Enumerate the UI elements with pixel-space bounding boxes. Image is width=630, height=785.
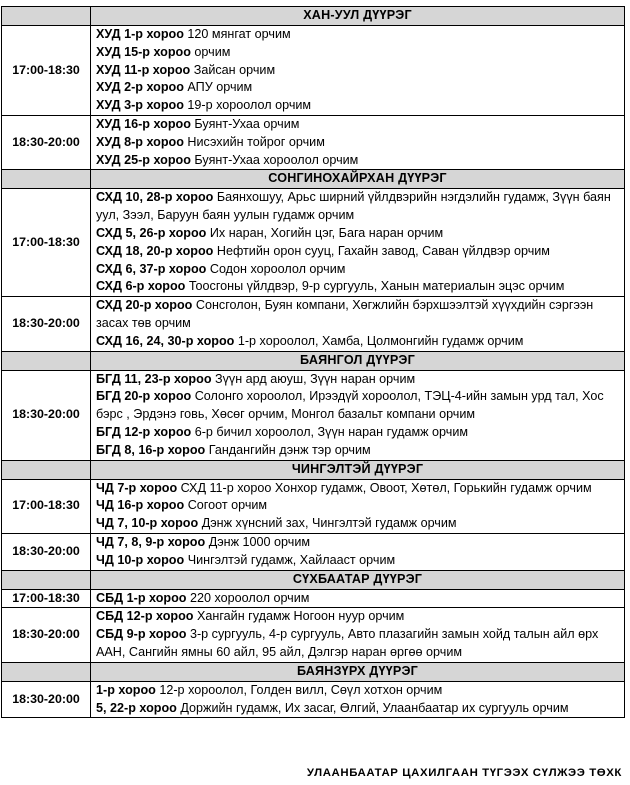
time-slot: 18:30-20:00 [2, 297, 91, 351]
area-entry [96, 590, 621, 608]
area-entry [96, 62, 621, 80]
khoroo-code: СХД 10, 28-р хороо [96, 190, 214, 205]
khoroo-code: ХУД 2-р хороо [96, 80, 184, 95]
area-description: 3-р сургууль, 4-р сургууль, Авто плазагийн замын хойд талын айл өрх ААН, Сангийн ямны 60 айл, 95 айл, Дэлгэр наран өргөө орчим [96, 627, 599, 659]
khoroo-code: СБД 12-р хороо [96, 609, 194, 624]
area-description: 1-р хороолол, Хамба, Цолмонгийн гудамж орчим [237, 333, 524, 348]
time-slot: 17:00-18:30 [2, 479, 91, 533]
area-description: Содон хороолол орчим [209, 261, 346, 276]
area-description: Тоосгоны үйлдвэр, 9-р сургууль, Ханын материалын эцэс орчим [188, 279, 565, 294]
area-entry [96, 534, 621, 552]
district-header-spacer [2, 351, 91, 370]
time-slot: 18:30-20:00 [2, 115, 91, 169]
khoroo-code: ХУД 3-р хороо [96, 98, 184, 113]
area-description: СХД 11-р хороо Хонхор гудамж, Овоот, Хөтөл, Горькийн гудамж орчим [180, 480, 592, 495]
schedule-row [2, 533, 625, 570]
district-header-row [2, 570, 625, 589]
khoroo-code: ХУД 11-р хороо [96, 62, 191, 77]
area-description: Зайсан орчим [193, 62, 276, 77]
schedule-body [2, 7, 625, 718]
schedule-row [2, 115, 625, 169]
area-list [91, 533, 625, 570]
district-name: ХАН-УУЛ ДҮҮРЭГ [91, 7, 625, 26]
area-description: Сонсголон, Буян компани, Хөгжлийн бэрхшээлтэй хүүхдийн сэргээн засах төв орчим [96, 298, 594, 330]
khoroo-code: СХД 6-р хороо [96, 279, 186, 294]
area-entry [96, 225, 621, 243]
schedule-row [2, 297, 625, 351]
time-slot: 17:00-18:30 [2, 26, 91, 116]
district-header-row [2, 351, 625, 370]
district-header-row [2, 662, 625, 681]
district-name: СҮХБААТАР ДҮҮРЭГ [91, 570, 625, 589]
area-description: Гандангийн дэнж тэр орчим [208, 442, 371, 457]
area-description: Дэнж 1000 орчим [208, 534, 311, 549]
area-entry [96, 243, 621, 261]
khoroo-code: ЧД 7, 10-р хороо [96, 516, 199, 531]
area-entry [96, 682, 621, 700]
area-list [91, 479, 625, 533]
area-entry [96, 552, 621, 570]
area-entry [96, 297, 621, 333]
khoroo-code: ЧД 16-р хороо [96, 498, 185, 513]
area-list [91, 370, 625, 460]
khoroo-code: ХУД 25-р хороо [96, 152, 191, 167]
area-description: Солонго хороолол, Ирээдүй хороолол, ТЭЦ-4-ийн замын урд тал, Хос бэрс , Эрдэнэ говь, Хөсөг орчим, Монгол базальт компани орчим [96, 389, 604, 422]
area-entry [96, 116, 621, 134]
schedule-row [2, 189, 625, 297]
company-footer: УЛААНБААТАР ЦАХИЛГААН ТҮГЭЭХ СҮЛЖЭЭ ТӨХК [306, 767, 622, 779]
time-slot: 17:00-18:30 [2, 589, 91, 608]
area-entry [96, 26, 621, 44]
area-list [91, 589, 625, 608]
khoroo-code: БГД 11, 23-р хороо [96, 371, 212, 386]
area-entry [96, 261, 621, 279]
district-name: БАЯНГОЛ ДҮҮРЭГ [91, 351, 625, 370]
area-description: Дэнж хүнсний зах, Чингэлтэй гудамж орчим [201, 516, 457, 531]
khoroo-code: БГД 12-р хороо [96, 424, 192, 439]
area-entry [96, 388, 621, 424]
schedule-row [2, 608, 625, 662]
district-header-spacer [2, 7, 91, 26]
khoroo-code: СХД 20-р хороо [96, 298, 193, 313]
area-list [91, 297, 625, 351]
area-description: Зүүн ард аюуш, Зүүн наран орчим [215, 371, 416, 386]
area-entry [96, 424, 621, 442]
area-list [91, 26, 625, 116]
schedule-row [2, 681, 625, 718]
district-name: СОНГИНОХАЙРХАН ДҮҮРЭГ [91, 170, 625, 189]
district-name: ЧИНГЭЛТЭЙ ДҮҮРЭГ [91, 460, 625, 479]
khoroo-code: ЧД 10-р хороо [96, 552, 185, 567]
area-description: 220 хороолол орчим [189, 590, 310, 605]
khoroo-code: 5, 22-р хороо [96, 700, 177, 715]
area-entry [96, 79, 621, 97]
khoroo-code: СХД 6, 37-р хороо [96, 261, 207, 276]
area-list [91, 189, 625, 297]
district-name: БАЯНЗҮРХ ДҮҮРЭГ [91, 662, 625, 681]
district-header-spacer [2, 170, 91, 189]
khoroo-code: СХД 16, 24, 30-р хороо [96, 333, 235, 348]
khoroo-code: ХУД 8-р хороо [96, 134, 184, 149]
time-slot: 17:00-18:30 [2, 189, 91, 297]
area-entry [96, 497, 621, 515]
area-entry [96, 608, 621, 626]
khoroo-code: 1-р хороо [96, 682, 156, 697]
time-slot: 18:30-20:00 [2, 533, 91, 570]
schedule-row [2, 26, 625, 116]
time-slot: 18:30-20:00 [2, 608, 91, 662]
district-header-spacer [2, 570, 91, 589]
khoroo-code: ХУД 1-р хороо [96, 27, 184, 41]
district-header-row [2, 7, 625, 26]
area-entry [96, 371, 621, 389]
area-description: Их наран, Хогийн цэг, Бага наран орчим [209, 225, 444, 240]
khoroo-code: СБД 9-р хороо [96, 627, 187, 642]
area-entry [96, 152, 621, 170]
area-entry [96, 515, 621, 533]
schedule-row [2, 589, 625, 608]
time-slot: 18:30-20:00 [2, 370, 91, 460]
area-description: Чингэлтэй гудамж, Хайлааст орчим [187, 552, 396, 567]
area-description: Баянхошуу, Арьс ширний үйлдвэрийн нэгдэлийн гудамж, Зүүн баян уул, Зээл, Баруун баян уулын гудамж орчим [96, 190, 611, 223]
area-entry [96, 134, 621, 152]
area-description: Буянт-Ухаа орчим [194, 116, 300, 131]
area-description: Согоот орчим [187, 498, 268, 513]
khoroo-code: ЧД 7, 8, 9-р хороо [96, 534, 206, 549]
area-description: 6-р бичил хороолол, Зүүн наран гудамж орчим [194, 424, 469, 439]
khoroo-code: СХД 18, 20-р хороо [96, 243, 214, 258]
area-description: АПУ орчим [187, 80, 253, 95]
outage-schedule-table [1, 6, 625, 718]
area-entry [96, 44, 621, 62]
khoroo-code: ХУД 16-р хороо [96, 116, 191, 131]
area-entry [96, 97, 621, 115]
area-description: 120 мянгат орчим [187, 27, 291, 41]
schedule-row [2, 370, 625, 460]
district-header-row [2, 170, 625, 189]
area-description: Доржийн гудамж, Их засаг, Өлгий, Улаанбаатар их сургууль орчим [180, 700, 569, 715]
area-list [91, 608, 625, 662]
area-description: 12-р хороолол, Голден вилл, Сөүл хотхон орчим [159, 682, 443, 697]
khoroo-code: БГД 20-р хороо [96, 389, 192, 404]
area-entry [96, 189, 621, 225]
khoroo-code: СХД 5, 26-р хороо [96, 225, 207, 240]
area-entry [96, 700, 621, 718]
area-list [91, 681, 625, 718]
area-entry [96, 278, 621, 296]
area-description: Нисэхийн тойрог орчим [187, 134, 325, 149]
area-list [91, 115, 625, 169]
area-description: Буянт-Ухаа хороолол орчим [194, 152, 359, 167]
area-description: Нефтийн орон сууц, Гахайн завод, Саван үйлдвэр орчим [216, 243, 550, 258]
khoroo-code: СБД 1-р хороо [96, 590, 187, 605]
khoroo-code: ХУД 15-р хороо [96, 44, 191, 59]
area-description: орчим [194, 44, 231, 59]
district-header-row [2, 460, 625, 479]
khoroo-code: ЧД 7-р хороо [96, 480, 178, 495]
area-entry [96, 480, 621, 498]
area-description: 19-р хороолол орчим [187, 98, 312, 113]
district-header-spacer [2, 662, 91, 681]
area-description: Хангайн гудамж Ногоон нуур орчим [196, 609, 405, 624]
district-header-spacer [2, 460, 91, 479]
schedule-row [2, 479, 625, 533]
area-entry [96, 442, 621, 460]
time-slot: 18:30-20:00 [2, 681, 91, 718]
khoroo-code: БГД 8, 16-р хороо [96, 442, 206, 457]
area-entry [96, 333, 621, 351]
area-entry [96, 626, 621, 662]
